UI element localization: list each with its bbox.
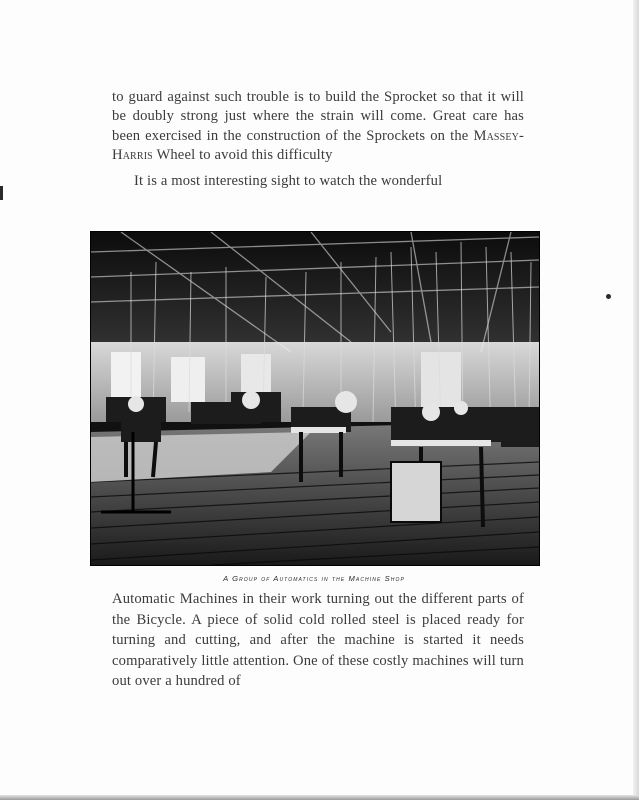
top-line-1: to guard against such trouble is to build the Sprocket so: [112, 89, 456, 105]
scan-speck-right: [606, 294, 611, 299]
top-paragraph-text: [112, 88, 524, 166]
scan-edge-right: [633, 0, 639, 800]
top-line-5: difficulty: [277, 147, 333, 164]
top-line-2: that it will be doubly strong just where the strain will: [112, 89, 524, 125]
scan-edge-bottom: [0, 795, 639, 800]
top-line-3: come. Great care has been exercised in the construction: [112, 108, 524, 144]
bottom-line-5: these costly machines will turn out over a hundred of: [112, 652, 524, 690]
scan-speck-left: [0, 186, 3, 200]
top-line-4-start: of the Sprockets on the: [325, 127, 474, 144]
bottom-paragraph-text: [112, 589, 524, 692]
top-paragraph: [112, 88, 524, 191]
bottom-line-2: parts of the Bicycle. A piece of solid cold rolled steel is: [112, 591, 525, 628]
brand-name: Massey-Harris: [112, 127, 524, 164]
bottom-line-1: Automatic Machines in their work turning out the different: [112, 591, 473, 607]
figure-caption: A Group of Automatics in the Machine Shop: [223, 574, 405, 583]
machine-shop-photo: [90, 231, 540, 566]
top-line-4-end: Wheel to avoid this: [152, 147, 274, 164]
intro-line: It is a most interesting sight to watch the wonderful: [134, 172, 443, 189]
bottom-line-4: is started it needs comparatively little attention. One of: [112, 632, 524, 669]
bottom-paragraph: [112, 589, 524, 692]
bottom-line-3: placed ready for turning and cutting, and after the machine: [112, 611, 525, 649]
